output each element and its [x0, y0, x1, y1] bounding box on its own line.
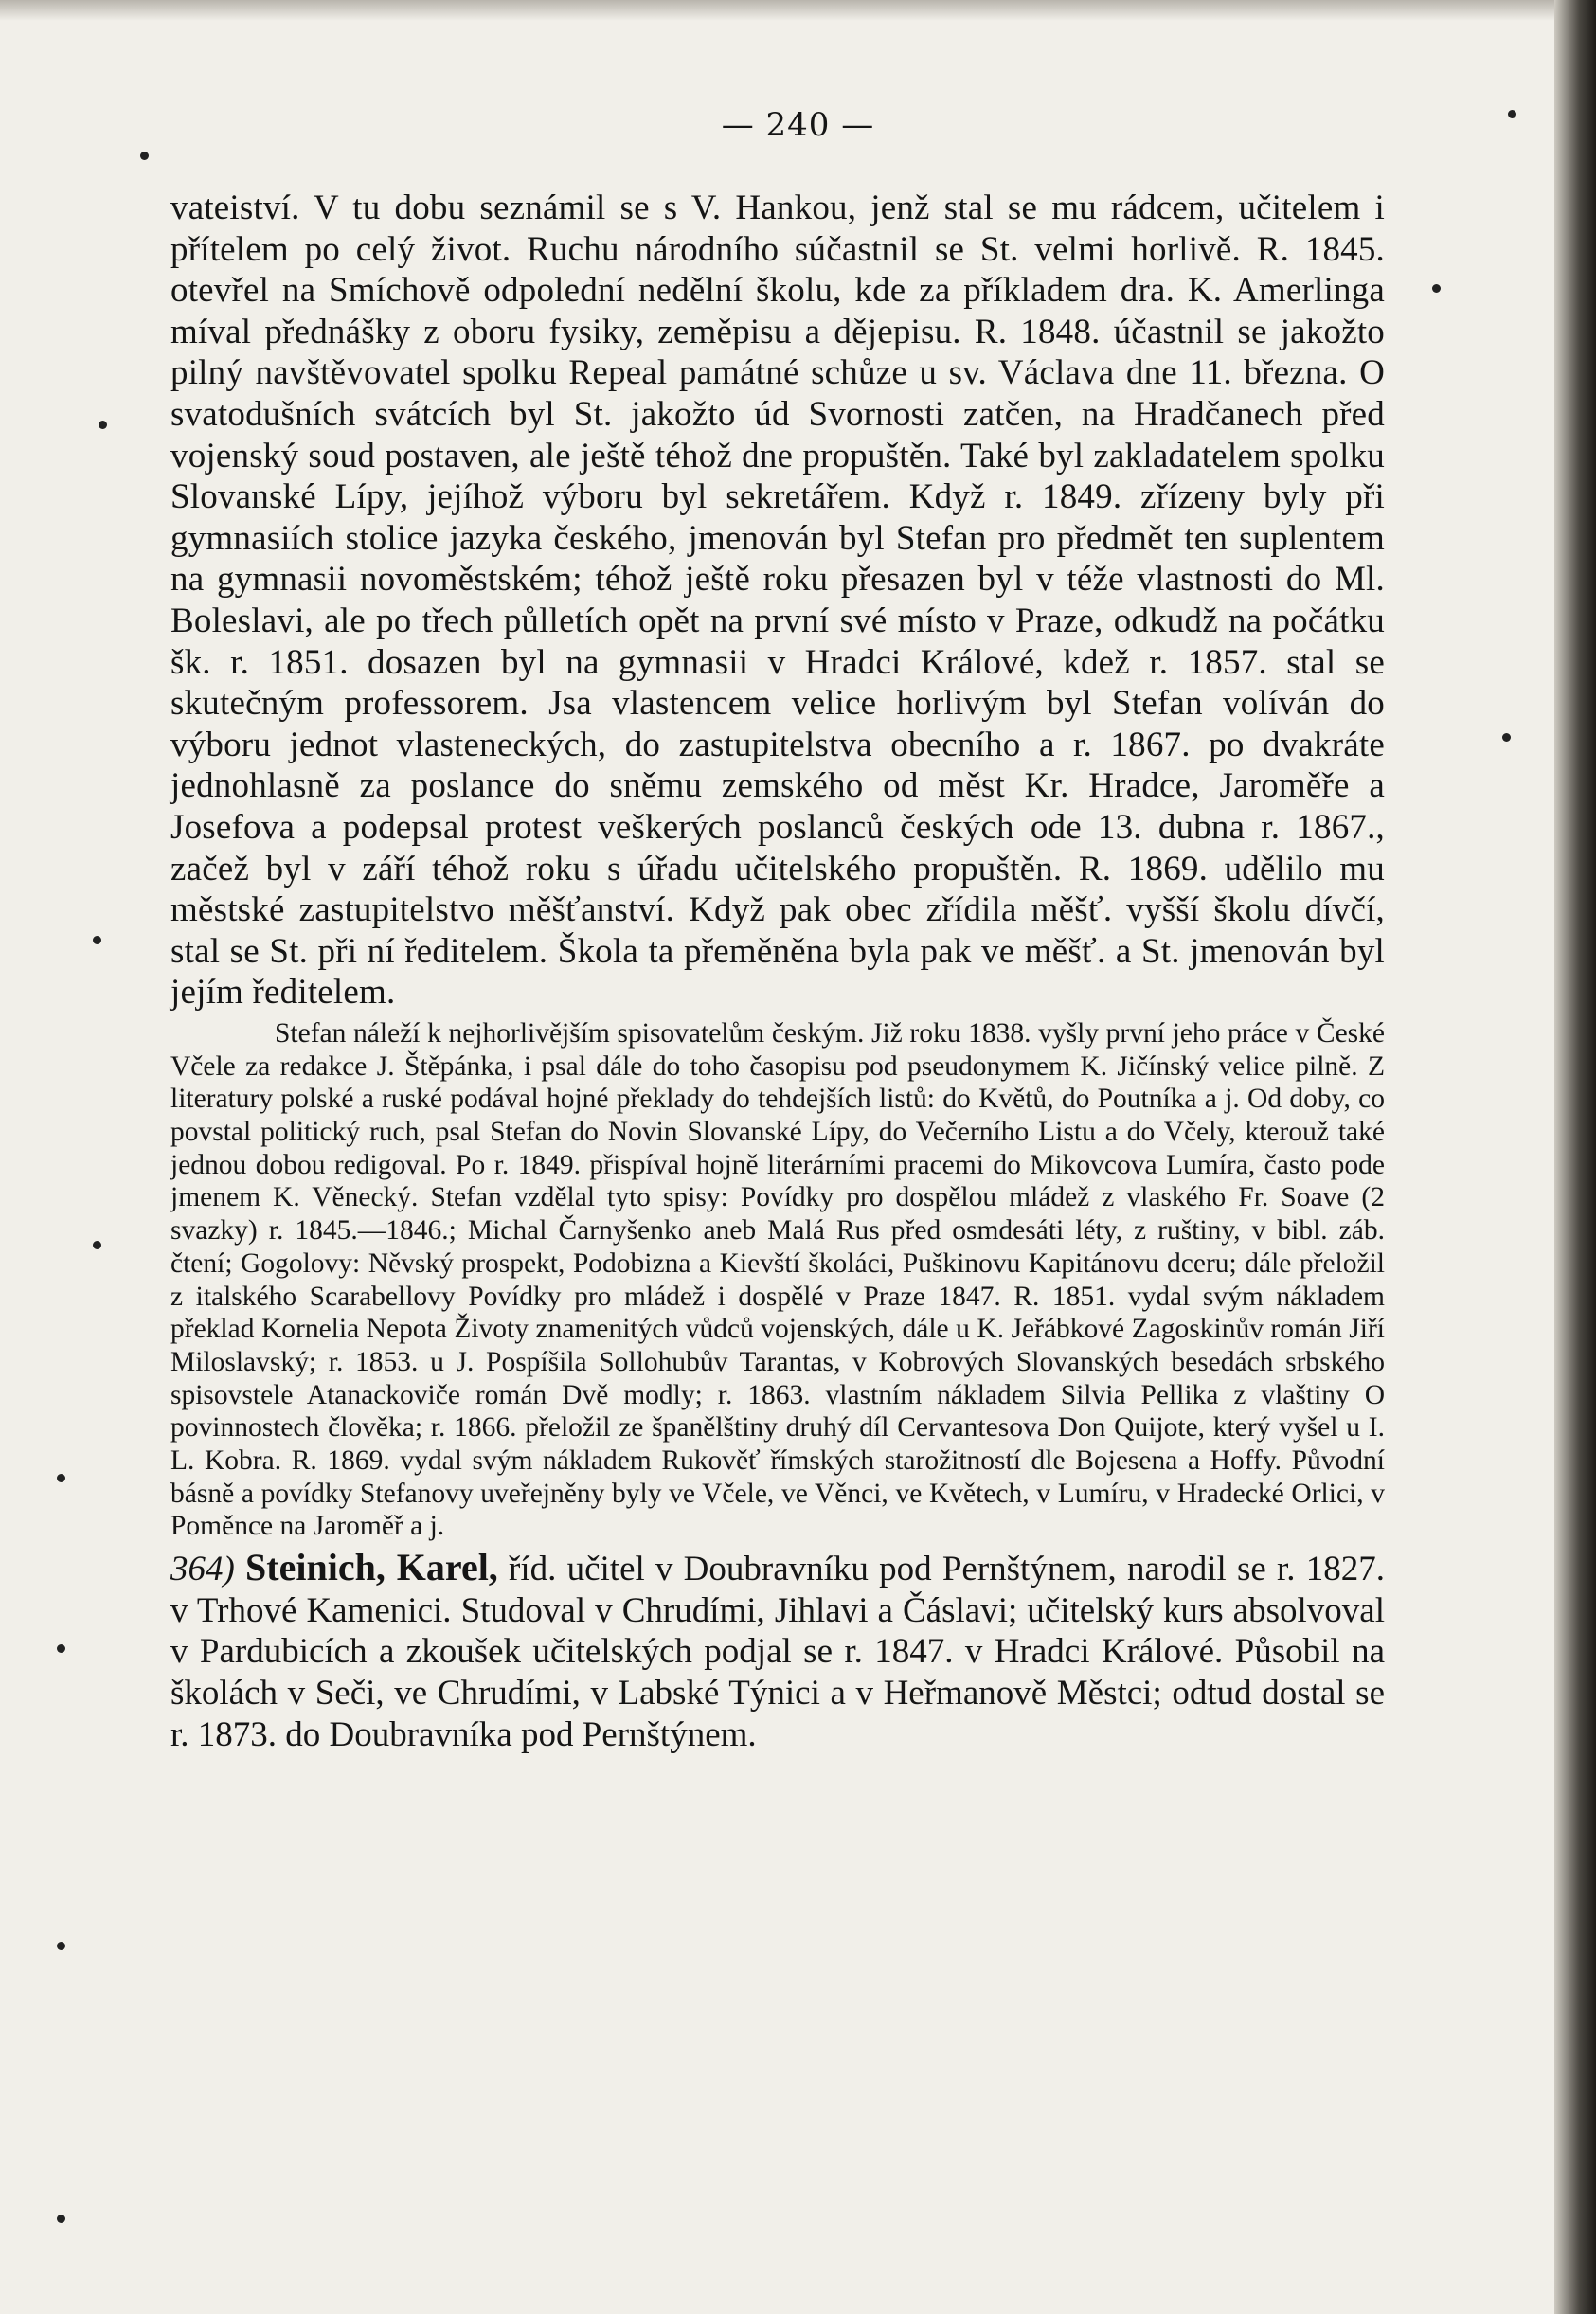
entry-name: Steinich, Karel, — [245, 1546, 498, 1589]
page-body — [170, 188, 1385, 1755]
page-number: — 240 — — [721, 106, 875, 144]
scan-speck — [1432, 284, 1441, 293]
scan-speck — [57, 1474, 65, 1482]
scan-speck — [57, 2215, 65, 2223]
entry-text: říd. učitel v Doubravníku pod Pernštýnem, narodil se r. 1827. v Trhové Kamenici. Studoval v Chrudími, Jihlavi a Čáslavi; učitelský kurs absolvoval v Pardubicích a zkoušek učitelských podjal se r. 1847. v Hradci Králové. Působil na školách v Seči, ve Chrudími, v Labské Týnici a v Heřmanově Městci; odtud dostal se r. 1873. do Doubravníka pod Pernštýnem. — [170, 1550, 1386, 1754]
scan-speck — [57, 1644, 65, 1653]
scan-edge-top — [0, 0, 1596, 21]
scan-speck — [1502, 733, 1511, 742]
biography-entry — [170, 1547, 1385, 1755]
entry-number: 364) — [170, 1550, 235, 1589]
scan-speck — [57, 1942, 65, 1950]
main-paragraph: vateiství. V tu dobu seznámil se s V. Hankou, jenž stal se mu rádcem, učitelem i přítelem po celý život. Ruchu národního súčastnil se St. velmi horlivě. R. 1845. otevřel na Smíchově odpolední nedělní školu, kde za příkladem dra. K. Amerlinga míval přednášky z oboru fysiky, zeměpisu a dějepisu. R. 1848. účastnil se jakožto pilný navštěvovatel spolku Repeal památné schůze u sv. Václava dne 11. března. O svatodušních svátcích byl St. jakožto úd Svornosti zatčen, na Hradčanech před vojenský soud postaven, ale ještě téhož dne propuštěn. Také byl zakladatelem spolku Slovanské Lípy, jejíhož výboru byl sekretářem. Když r. 1849. zřízeny byly při gymnasiích stolice jazyka českého, jmenován byl Stefan pro předmět ten suplentem na gymnasii novoměstském; téhož ještě roku přesazen byl v téže vlastnosti do Ml. Boleslavi, ale po třech půlletích opět na první své místo v Praze, odkudž na počátku šk. r. 1851. dosazen byl na gymnasii v Hradci Králové, kdež r. 1857. stal se skutečným professorem. Jsa vlastencem velice horlivým byl Stefan volíván do výboru jednot vlasteneckých, do zastupitelstva obecního a r. 1867. po dvakráte jednohlasně za poslance do sněmu zemského od měst Kr. Hradce, Jaroměře a Josefova a podepsal protest veškerých poslanců českých ode 13. dubna r. 1867., začež byl v září téhož roku s úřadu učitelského propuštěn. R. 1869. udělilo mu městské zastupitelstvo měšťanství. Když pak obec zřídila měšť. vyšší školu dívčí, stal se St. při ní ředitelem. Škola ta přeměněna byla pak ve měšť. a St. jmenován byl jejím ředitelem. — [170, 188, 1385, 1013]
scan-speck — [99, 421, 107, 429]
scan-speck — [140, 152, 149, 160]
scan-edge-right — [1554, 0, 1596, 2314]
scan-speck — [93, 1241, 101, 1249]
scan-speck — [1508, 110, 1516, 118]
scan-speck — [93, 936, 101, 944]
note-paragraph: Stefan náleží k nejhorlivějším spisovatelům českým. Již roku 1838. vyšly první jeho práce v České Včele za redakce J. Štěpánka, i psal dále do toho časopisu pod pseudonymem K. Jičínský velice pilně. Z literatury polské a ruské podával hojné překlady do tehdejších listů: do Květů, do Poutníka a j. Od doby, co povstal politický ruch, psal Stefan do Novin Slovanské Lípy, do Večerního Listu a do Včely, kterouž také jednou dobou redigoval. Po r. 1849. přispíval hojně literárními pracemi do Mikovcova Lumíra, často pode jmenem K. Věnecký. Stefan vzdělal tyto spisy: Povídky pro dospělou mládež z vlaského Fr. Soave (2 svazky) r. 1845.—1846.; Michal Čarnyšenko aneb Malá Rus před osmdesáti léty, z ruštiny, v bibl. záb. čtení; Gogolovy: Něvský prospekt, Podobizna a Kievští školáci, Puškinovu Kapitánovu dceru; dále přeložil z italského Scarabellovy Povídky pro mládež i dospělé v Praze 1847. R. 1851. vydal svým nákladem překlad Kornelia Nepota Životy znamenitých vůdců vojenských, dále u K. Jeřábkové Zagoskinův román Jiří Miloslavský; r. 1853. u J. Pospíšila Sollohubův Tarantas, v Kobrových Slovanských besedách srbského spisovstele Atanackoviče román Dvě modly; r. 1863. vlastním nákladem Silvia Pellika z vlaštiny O povinnostech člověka; r. 1866. přeložil ze španělštiny druhý díl Cervantesova Don Quijote, který vyšel u I. L. Kobra. R. 1869. vydal svým nákladem Rukověť římských starožitností dle Bojesena a Hoffy. Původní básně a povídky Stefanovy uveřejněny byly ve Včele, ve Věnci, ve Květech, v Lumíru, v Hradecké Orlici, v Poměnce na Jaroměř a j. — [170, 1017, 1385, 1542]
